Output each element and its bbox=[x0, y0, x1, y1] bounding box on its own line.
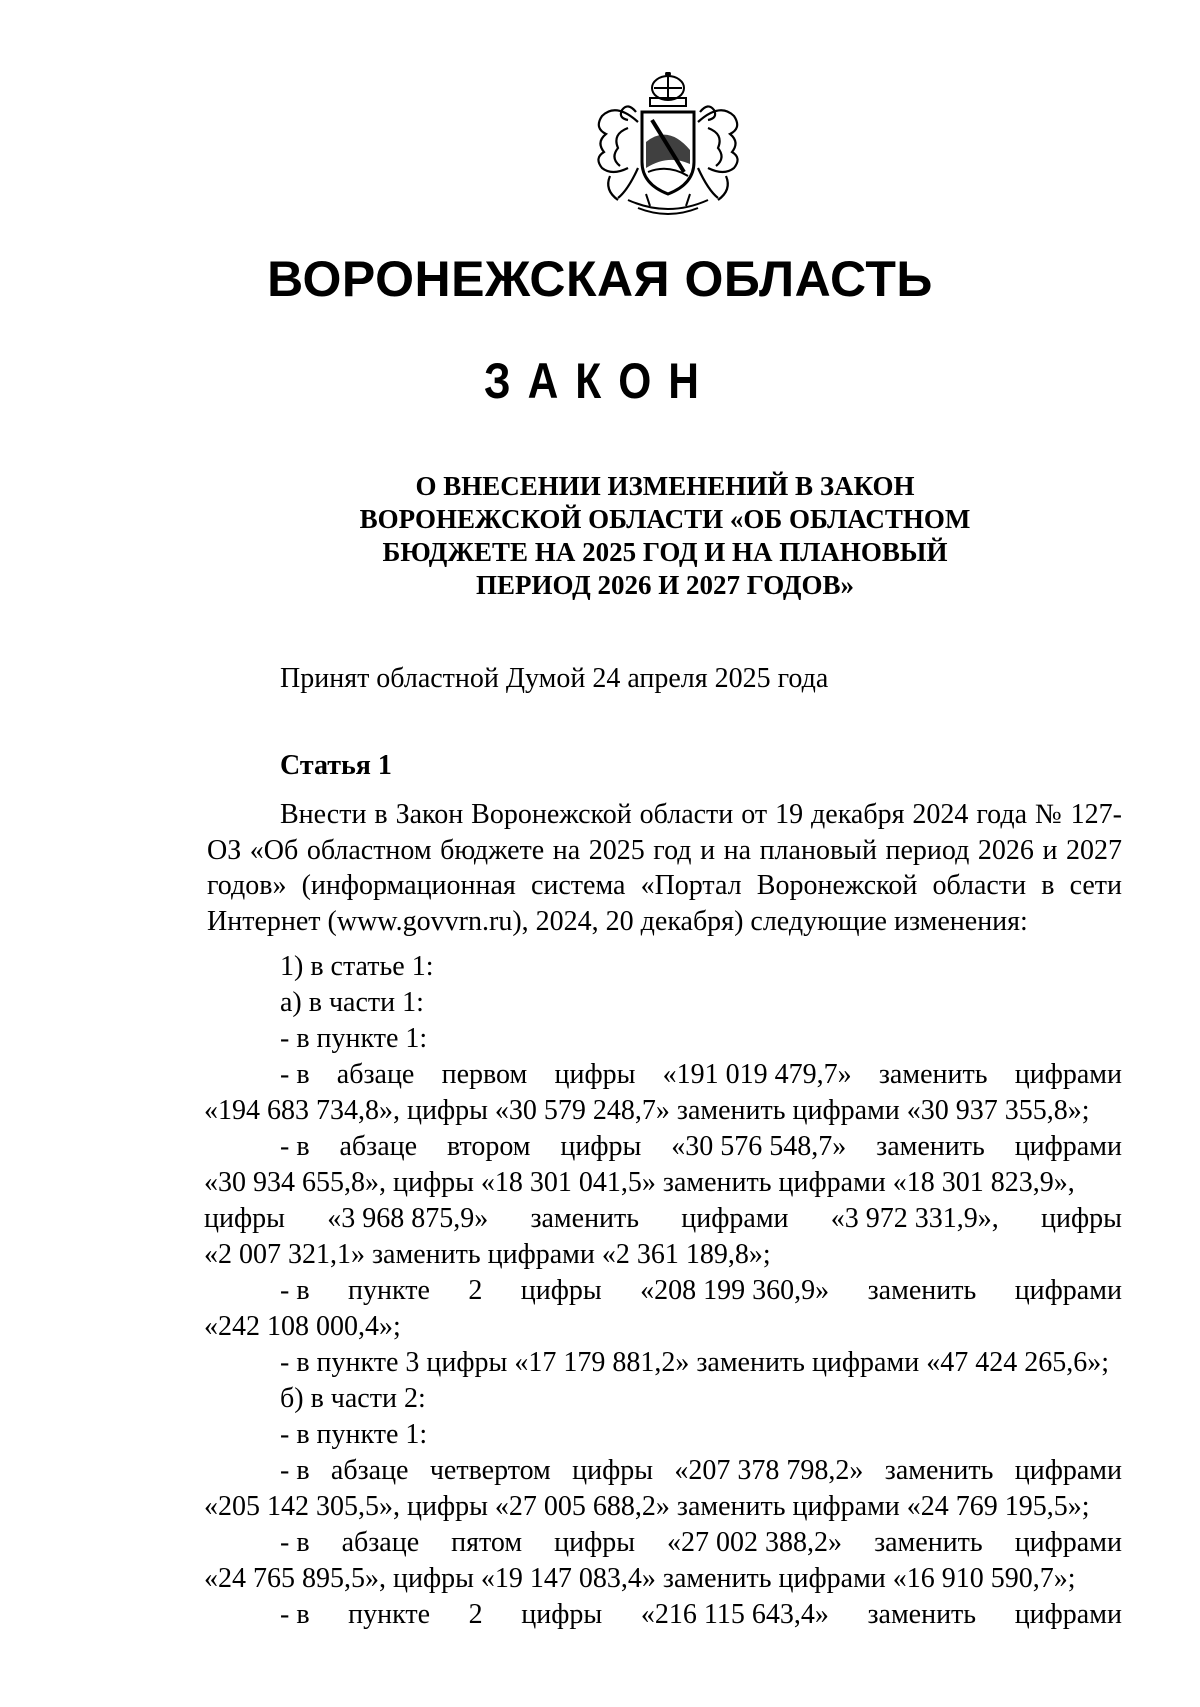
word: цифрами bbox=[1014, 1131, 1122, 1162]
intro-paragraph: Внести в Закон Воронежской области от 19 декабря 2024 года № 127-ОЗ «Об областном бюджете на 2025 год и на плановый период 2026 и 2027 годов» (информационная система «Портал Воронежской области в сети Интернет (www.govvrn.ru), 2024, 20 декабря) следующие изменения: bbox=[207, 799, 1122, 937]
amendment-item: - в пункте 1: bbox=[280, 1023, 428, 1054]
word: - в bbox=[280, 1527, 310, 1558]
amendment-line bbox=[280, 1527, 1122, 1559]
word: «216 115 643,4» bbox=[640, 1599, 829, 1630]
word: цифры bbox=[1041, 1203, 1122, 1234]
word: цифрами bbox=[1014, 1527, 1122, 1558]
word: заменить bbox=[874, 1527, 983, 1558]
law-heading-line: ВОРОНЕЖСКОЙ ОБЛАСТИ «ОБ ОБЛАСТНОМ bbox=[359, 504, 971, 534]
word: цифры bbox=[554, 1059, 636, 1090]
amendment-item: «2 007 321,1» заменить цифрами «2 361 189,8»; bbox=[204, 1239, 771, 1270]
word: - в bbox=[280, 1059, 310, 1090]
word: заменить bbox=[884, 1455, 994, 1486]
article-heading: Статья 1 bbox=[280, 750, 392, 781]
word: 2 bbox=[468, 1275, 483, 1306]
word: «30 576 548,7» bbox=[671, 1131, 847, 1162]
word: заменить bbox=[867, 1275, 977, 1306]
law-heading-line: БЮДЖЕТЕ НА 2025 ГОД И НА ПЛАНОВЫЙ bbox=[382, 537, 948, 567]
amendment-line bbox=[204, 1203, 1122, 1235]
adoption-note: Принят областной Думой 24 апреля 2025 года bbox=[280, 663, 829, 694]
word: цифрами bbox=[1014, 1455, 1122, 1486]
word: 2 bbox=[468, 1599, 483, 1630]
amendment-item: «24 765 895,5», цифры «19 147 083,4» заменить цифрами «16 910 590,7»; bbox=[204, 1563, 1076, 1594]
document-type-title: ЗАКОН bbox=[483, 353, 716, 409]
region-name: ВОРОНЕЖСКАЯ ОБЛАСТЬ bbox=[267, 251, 933, 307]
amendment-item: «194 683 734,8», цифры «30 579 248,7» заменить цифрами «30 937 355,8»; bbox=[204, 1095, 1090, 1126]
amendment-item: «30 934 655,8», цифры «18 301 041,5» заменить цифрами «18 301 823,9», bbox=[204, 1167, 1075, 1198]
word: цифры bbox=[560, 1131, 642, 1162]
word: «191 019 479,7» bbox=[662, 1059, 852, 1090]
law-heading-line: ПЕРИОД 2026 И 2027 ГОДОВ» bbox=[476, 570, 854, 600]
coat-of-arms-emblem bbox=[588, 72, 748, 220]
word: цифрами bbox=[1014, 1059, 1122, 1090]
word: пятом bbox=[451, 1527, 523, 1558]
word: - в bbox=[280, 1599, 310, 1630]
word: - в bbox=[280, 1455, 310, 1486]
word: пункте bbox=[348, 1275, 430, 1306]
amendment-item: - в пункте 1: bbox=[280, 1419, 428, 1450]
word: втором bbox=[446, 1131, 531, 1162]
word: абзаце bbox=[330, 1455, 409, 1486]
amendment-item: а) в части 1: bbox=[280, 987, 424, 1018]
word: первом bbox=[441, 1059, 528, 1090]
amendment-item: б) в части 2: bbox=[280, 1383, 426, 1414]
law-heading bbox=[300, 470, 1030, 602]
word: заменить bbox=[878, 1059, 988, 1090]
word: цифрами bbox=[1014, 1275, 1122, 1306]
amendment-item: «205 142 305,5», цифры «27 005 688,2» заменить цифрами «24 769 195,5»; bbox=[204, 1491, 1090, 1522]
amendment-item: «242 108 000,4»; bbox=[204, 1311, 401, 1342]
word: цифры bbox=[521, 1599, 603, 1630]
amendment-item: 1) в статье 1: bbox=[280, 951, 434, 982]
word: «3 968 875,9» bbox=[327, 1203, 489, 1234]
word: «208 199 360,9» bbox=[640, 1275, 830, 1306]
word: цифры bbox=[554, 1527, 636, 1558]
word: цифрами bbox=[681, 1203, 789, 1234]
word: цифры bbox=[204, 1203, 285, 1234]
amendment-line bbox=[280, 1059, 1122, 1091]
word: цифры bbox=[520, 1275, 602, 1306]
word: абзаце bbox=[341, 1527, 420, 1558]
word: - в bbox=[280, 1131, 310, 1162]
word: «3 972 331,9», bbox=[830, 1203, 999, 1234]
word: цифры bbox=[572, 1455, 654, 1486]
amendment-line bbox=[280, 1275, 1122, 1307]
law-heading-line: О ВНЕСЕНИИ ИЗМЕНЕНИЙ В ЗАКОН bbox=[415, 471, 915, 501]
word: «207 378 798,2» bbox=[674, 1455, 864, 1486]
word: заменить bbox=[867, 1599, 977, 1630]
word: заменить bbox=[530, 1203, 640, 1234]
word: пункте bbox=[348, 1599, 431, 1630]
word: абзаце bbox=[339, 1131, 418, 1162]
word: - в bbox=[280, 1275, 310, 1306]
amendment-line bbox=[280, 1131, 1122, 1163]
word: заменить bbox=[876, 1131, 985, 1162]
word: «27 002 388,2» bbox=[667, 1527, 843, 1558]
amendment-line bbox=[280, 1455, 1122, 1487]
word: абзаце bbox=[336, 1059, 415, 1090]
word: цифрами bbox=[1014, 1599, 1122, 1630]
amendment-item: - в пункте 3 цифры «17 179 881,2» заменить цифрами «47 424 265,6»; bbox=[280, 1347, 1109, 1378]
amendment-line bbox=[280, 1599, 1122, 1631]
word: четвертом bbox=[429, 1455, 551, 1486]
